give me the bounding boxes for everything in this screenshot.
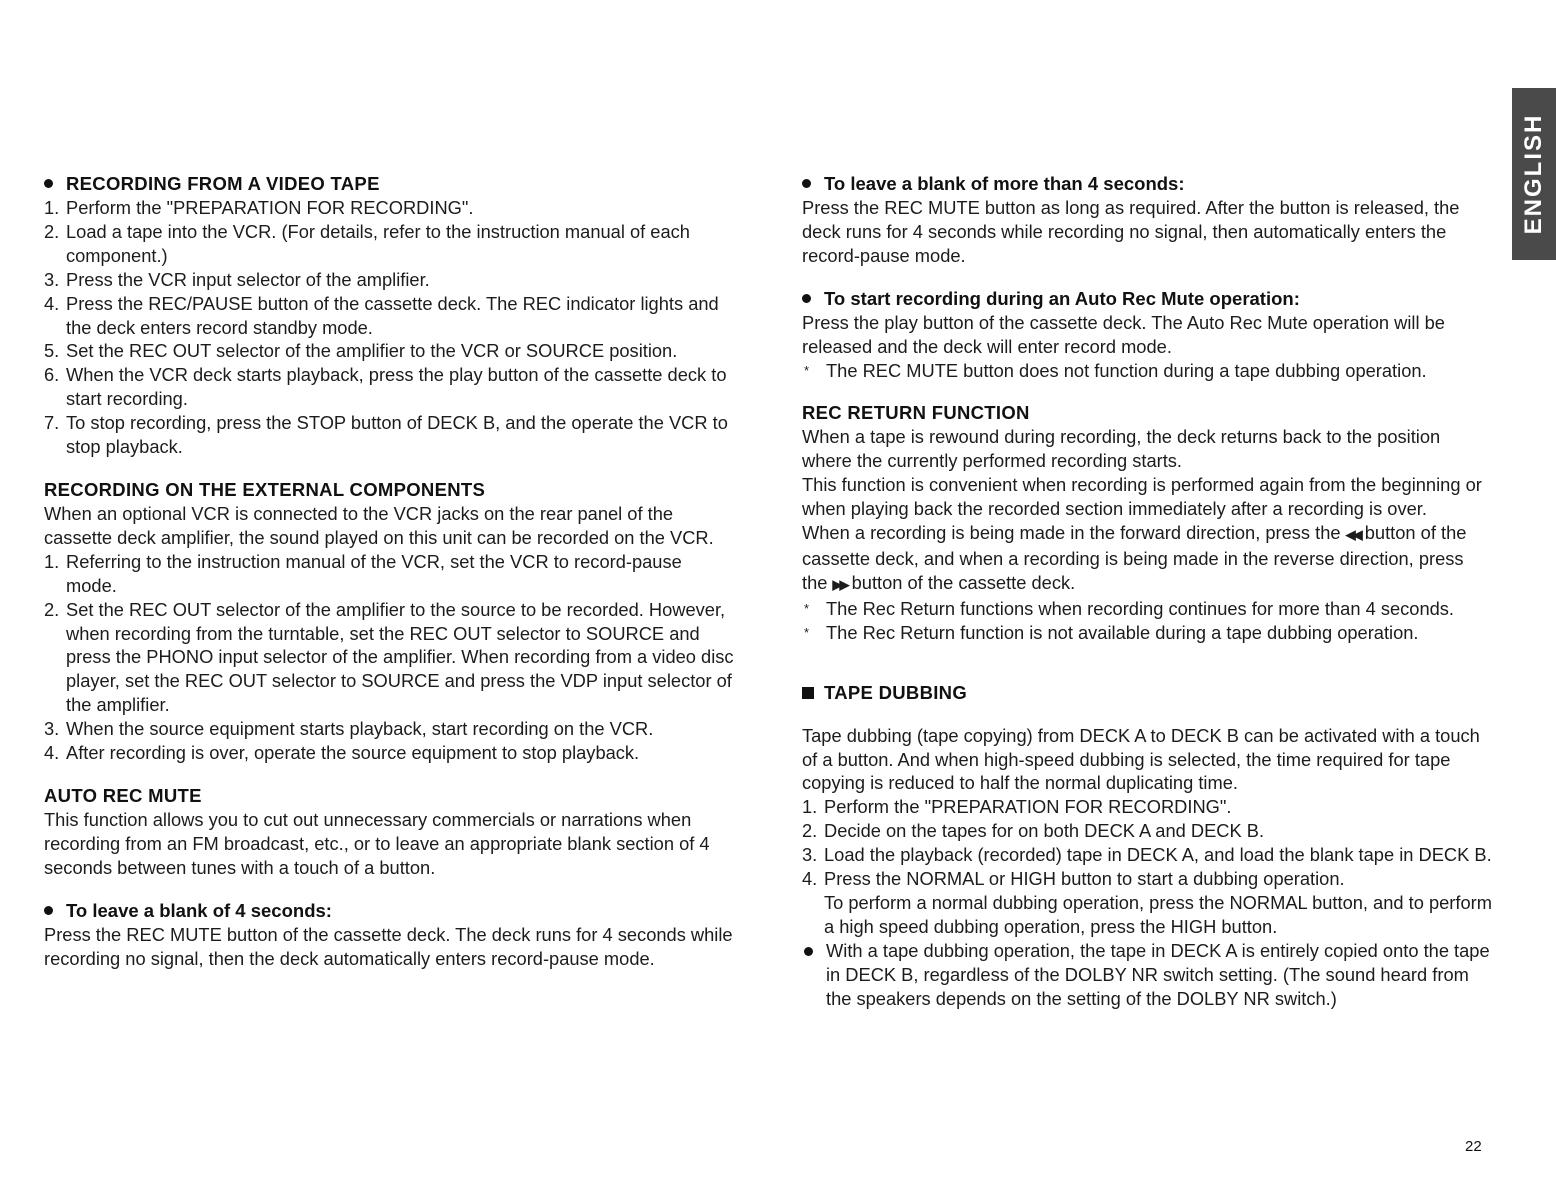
section-auto-rec-mute xyxy=(44,784,734,880)
bullet-icon xyxy=(802,294,811,303)
right-column xyxy=(802,172,1492,1010)
section-intro: When an optional VCR is connected to the VCR jacks on the rear panel of the cassette deck amplifier, the sound played on this unit can be recorded on the VCR. xyxy=(44,502,714,548)
list-item: 4. Press the REC/PAUSE button of the cassette deck. The REC indicator lights and the deck enters record standby mode. xyxy=(44,292,719,338)
list-item: 3. When the source equipment starts playback, start recording on the VCR. xyxy=(44,718,654,740)
page-number: 22 xyxy=(1465,1138,1482,1155)
notes-list xyxy=(802,597,1492,645)
section-recording-from-video-tape xyxy=(44,172,734,459)
section-recording-external xyxy=(44,478,734,765)
section-start-during-auto-rec-mute xyxy=(802,287,1492,383)
subsection-title: To leave a blank of 4 seconds: xyxy=(44,899,734,923)
section-para: When a recording is being made in the forward direction, press the ◀◀ button of the cassette deck, and when a recording is being made in the reverse direction, press the ▶▶ button of the cassette deck. xyxy=(802,522,1467,593)
subsection-body: Press the REC MUTE button of the cassette deck. The deck runs for 4 seconds while recording no signal, then the deck automatically enters record-pause mode. xyxy=(44,923,733,969)
notes-list xyxy=(802,939,1492,1011)
list-item: 1. Referring to the instruction manual of the VCR, set the VCR to record-pause mode. xyxy=(44,550,682,596)
section-blank-more-than-4 xyxy=(802,172,1492,268)
list-item: 2. Load a tape into the VCR. (For details, refer to the instruction manual of each component.) xyxy=(44,220,690,266)
list-item: 4. Press the NORMAL or HIGH button to start a dubbing operation. To perform a normal dubbing operation, press the NORMAL button, and to perform a high speed dubbing operation, press the HIGH button. xyxy=(802,868,1492,937)
section-blank-4-seconds xyxy=(44,899,734,971)
section-title: RECORDING ON THE EXTERNAL COMPONENTS xyxy=(44,478,486,500)
section-body: This function allows you to cut out unnecessary commercials or narrations when recording from an FM broadcast, etc., or to leave an appropriate blank section of 4 seconds between tunes with a touch of a button. xyxy=(44,808,710,878)
steps-list xyxy=(44,196,734,459)
section-title: REC RETURN FUNCTION xyxy=(802,402,1030,424)
list-item: 7. To stop recording, press the STOP button of DECK B, and the operate the VCR to stop playback. xyxy=(44,412,728,458)
square-bullet-icon xyxy=(802,687,814,699)
section-tape-dubbing xyxy=(802,681,1492,1011)
note-item: * The Rec Return functions when recording continues for more than 4 seconds. xyxy=(804,597,1454,619)
list-item: 4. After recording is over, operate the source equipment to stop playback. xyxy=(44,742,640,764)
note-item: * The Rec Return function is not available during a tape dubbing operation. xyxy=(804,621,1419,643)
rewind-icon: ◀◀ xyxy=(1345,527,1360,543)
left-column xyxy=(44,172,734,970)
bullet-icon xyxy=(804,947,813,956)
list-item: 1. Perform the "PREPARATION FOR RECORDING". xyxy=(802,796,1232,818)
notes-list xyxy=(802,359,1492,383)
list-item: 6. When the VCR deck starts playback, press the play button of the cassette deck to start recording. xyxy=(44,364,727,410)
language-tab-label: ENGLISH xyxy=(1520,113,1547,235)
list-item: 3. Load the playback (recorded) tape in DECK A, and load the blank tape in DECK B. xyxy=(802,844,1492,866)
bullet-icon xyxy=(44,906,53,915)
list-item: 5. Set the REC OUT selector of the amplifier to the VCR or SOURCE position. xyxy=(44,340,678,362)
list-item: 2. Decide on the tapes for on both DECK A and DECK B. xyxy=(802,820,1265,842)
bullet-icon xyxy=(802,179,811,188)
subsection-body: Press the play button of the cassette deck. The Auto Rec Mute operation will be released and the deck will enter record mode. xyxy=(802,311,1445,357)
list-item: 1. Perform the "PREPARATION FOR RECORDING". xyxy=(44,197,474,218)
section-title: AUTO REC MUTE xyxy=(44,784,202,806)
subsection-title: To start recording during an Auto Rec Mute operation: xyxy=(802,287,1492,311)
language-tab xyxy=(1512,88,1556,260)
note-item: With a tape dubbing operation, the tape in DECK A is entirely copied onto the tape in DECK B, regardless of the DOLBY NR switch setting. (The sound heard from the speakers depends on the setting of the DOLBY NR switch.) xyxy=(802,939,1492,1011)
subsection-title: To leave a blank of more than 4 seconds: xyxy=(802,172,1492,196)
subsection-body: Press the REC MUTE button as long as required. After the button is released, the deck runs for 4 seconds while recording no signal, then automatically enters the record-pause mode. xyxy=(802,197,1460,266)
list-item: 2. Set the REC OUT selector of the amplifier to the source to be recorded. However, when recording from the turntable, set the REC OUT selector to SOURCE and press the PHONO input selector of the amplifier. When recording from a video disc player, set the REC OUT selector to SOURCE and press the VDP input selector of the amplifier. xyxy=(44,598,734,716)
section-intro: Tape dubbing (tape copying) from DECK A to DECK B can be activated with a touch of a button. And when high-speed dubbing is selected, the time required for tape copying is reduced to half the normal duplicating time. xyxy=(802,724,1480,794)
steps-list xyxy=(44,550,734,765)
section-title: TAPE DUBBING xyxy=(802,681,1492,705)
section-title: RECORDING FROM A VIDEO TAPE xyxy=(44,172,734,196)
section-para: When a tape is rewound during recording, the deck returns back to the position where the currently performed recording starts. xyxy=(802,426,1441,472)
bullet-icon xyxy=(44,179,53,188)
step-detail: To perform a normal dubbing operation, press the NORMAL button, and to perform a high speed dubbing operation, press the HIGH button. xyxy=(824,891,1492,937)
section-rec-return xyxy=(802,401,1492,644)
section-para: This function is convenient when recording is performed again from the beginning or when playing back the recorded section immediately after a recording is over. xyxy=(802,474,1482,520)
steps-list xyxy=(802,795,1492,938)
list-item: 3. Press the VCR input selector of the amplifier. xyxy=(44,268,430,290)
fast-forward-icon: ▶▶ xyxy=(832,576,847,592)
note-item: * The REC MUTE button does not function during a tape dubbing operation. xyxy=(804,359,1427,381)
